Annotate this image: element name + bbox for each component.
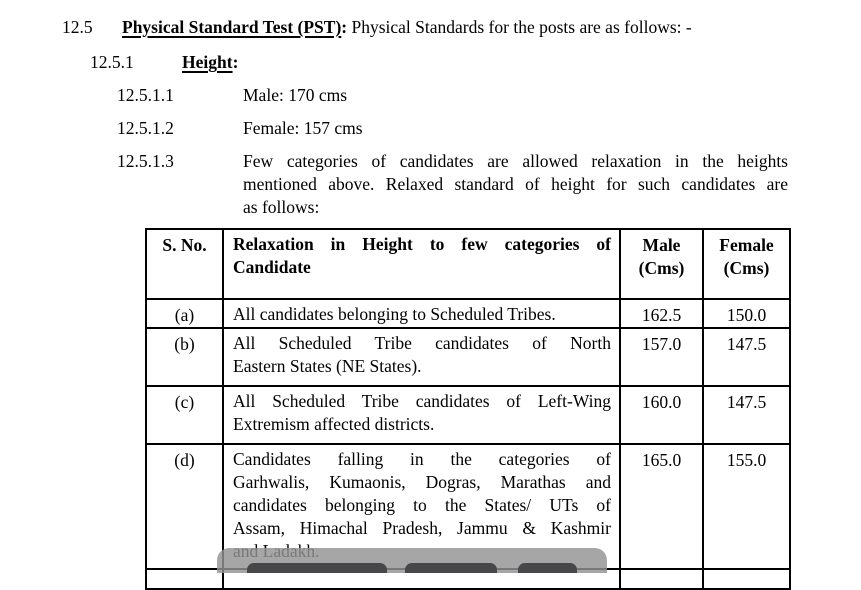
height-relaxation-table: [145, 228, 791, 590]
cell-male-cms: 160.0: [620, 386, 703, 444]
cell-line: Candidates falling in the categories of: [233, 449, 611, 469]
section-number: 12.5: [62, 17, 93, 37]
table-row: [146, 328, 790, 386]
cell-female-cms: 147.5: [703, 328, 790, 386]
cell-description: [223, 386, 620, 444]
overlay-toolbar: [217, 548, 607, 573]
section-heading-pst: [62, 16, 802, 38]
cell-line: All Scheduled Tribe candidates of Left-Wing: [233, 391, 611, 411]
item-text: Male: 170 cms: [243, 85, 348, 105]
cell-sno: [146, 569, 223, 589]
cell-line: Garhwalis, Kumaonis, Dogras, Marathas and: [233, 472, 611, 492]
cell-description: [223, 299, 620, 328]
overlay-toolbar-button-1[interactable]: [247, 563, 387, 573]
header-line: Relaxation in Height to few categories of: [233, 234, 611, 254]
paragraph-line: as follows:: [243, 197, 320, 217]
overlay-toolbar-button-3[interactable]: [518, 563, 577, 573]
cell-description: [223, 328, 620, 386]
table-row: [146, 386, 790, 444]
header-sno: S. No.: [146, 229, 223, 299]
paragraph-line: Few categories of candidates are allowed relaxation in the heights: [243, 151, 788, 171]
subsection-heading-height: [90, 51, 238, 73]
header-line: (Cms): [723, 258, 770, 278]
table-header-row: [146, 229, 790, 299]
subsection-title: Height: [182, 52, 233, 72]
header-male: [620, 229, 703, 299]
header-line: Female: [719, 235, 774, 255]
cell-line: Extremism affected districts.: [233, 414, 435, 434]
section-heading-rest: Physical Standards for the posts are as follows: -: [347, 17, 692, 37]
cell-sno: (a): [146, 299, 223, 328]
cell-male-cms: [620, 569, 703, 589]
item-number: 12.5.1.1: [117, 85, 174, 105]
header-line: Male: [642, 235, 681, 255]
cell-male-cms: 162.5: [620, 299, 703, 328]
item-number: 12.5.1.3: [117, 151, 174, 171]
subsection-heading-text: [182, 52, 238, 72]
cell-sno: (c): [146, 386, 223, 444]
cell-line: candidates belonging to the States/ UTs of: [233, 495, 611, 515]
cell-sno: (d): [146, 444, 223, 569]
header-line: (Cms): [638, 258, 685, 278]
paragraph-line: mentioned above. Relaxed standard of height for such candidates are: [243, 174, 788, 194]
subsection-title-colon: :: [232, 52, 239, 72]
cell-female-cms: 155.0: [703, 444, 790, 569]
cell-line: All Scheduled Tribe candidates of North: [233, 333, 611, 353]
section-heading-text: [122, 17, 692, 37]
subsection-number: 12.5.1: [90, 52, 134, 72]
cell-sno: (b): [146, 328, 223, 386]
table-row: [146, 299, 790, 328]
item-paragraph: [243, 150, 788, 219]
cell-male-cms: 165.0: [620, 444, 703, 569]
cell-line: All candidates belonging to Scheduled Tribes.: [233, 304, 556, 324]
overlay-toolbar-button-2[interactable]: [405, 563, 497, 573]
cell-female-cms: 150.0: [703, 299, 790, 328]
cell-line: Eastern States (NE States).: [233, 356, 422, 376]
header-line: Candidate: [233, 257, 311, 277]
cell-female-cms: [703, 569, 790, 589]
item-female-height: [117, 117, 363, 139]
item-text: Female: 157 cms: [243, 118, 363, 138]
section-title: Physical Standard Test (PST): [122, 17, 342, 37]
cell-female-cms: 147.5: [703, 386, 790, 444]
section-title-colon: :: [341, 17, 348, 37]
item-male-height: [117, 84, 347, 106]
item-number: 12.5.1.2: [117, 118, 174, 138]
header-description: [223, 229, 620, 299]
cell-male-cms: 157.0: [620, 328, 703, 386]
item-relaxation-note: [117, 150, 788, 219]
header-female: [703, 229, 790, 299]
cell-line: Assam, Himachal Pradesh, Jammu & Kashmir: [233, 518, 611, 538]
